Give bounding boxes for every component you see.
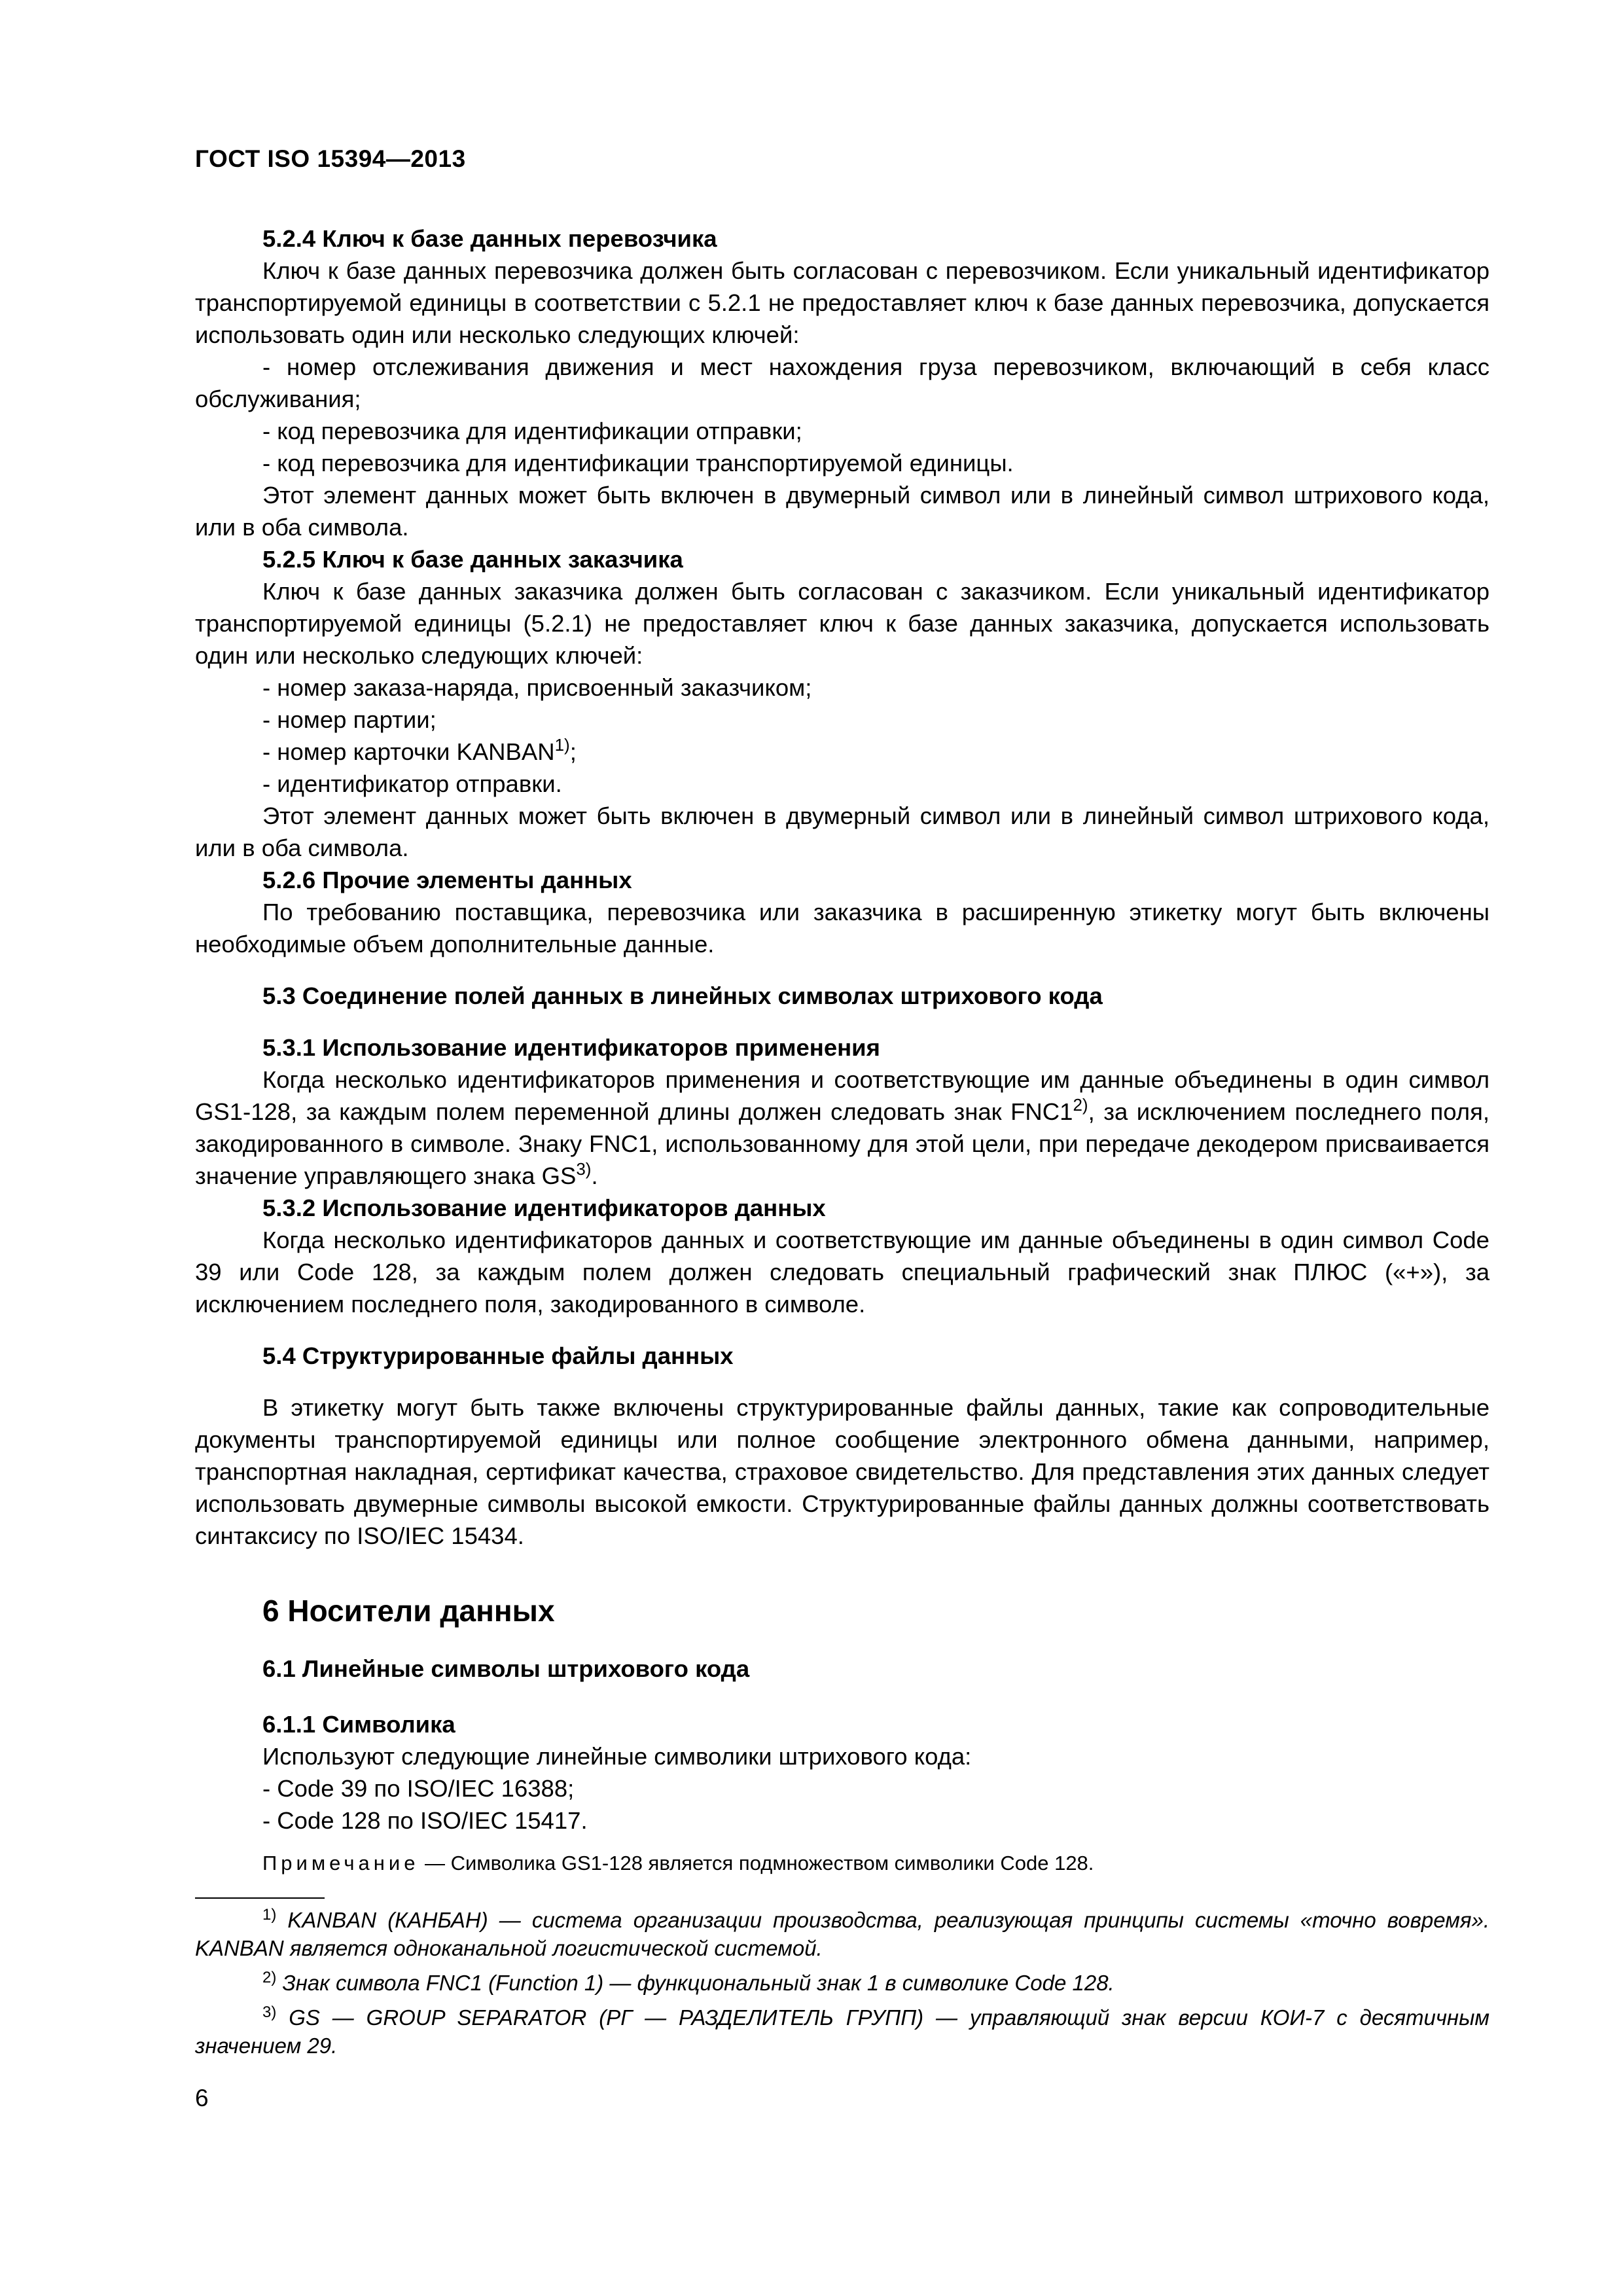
list-item: - номер партии; xyxy=(262,706,437,733)
list-item: - номер заказа-наряда, присвоенный заказчиком; xyxy=(262,674,812,701)
footnote xyxy=(195,1969,1489,1997)
document-body xyxy=(195,223,1489,1879)
note-text: — Символика GS1-128 является подмножеством символики Code 128. xyxy=(419,1852,1094,1874)
paragraph-5-2-5-outro: Этот элемент данных может быть включен в двумерный символ или в линейный символ штрихового кода, или в оба символа. xyxy=(195,802,1489,861)
list-item xyxy=(195,736,1489,768)
heading-5-3-1: 5.3.1 Использование идентификаторов применения xyxy=(262,1034,880,1061)
paragraph-6-1-1-intro: Используют следующие линейные символики штрихового кода: xyxy=(262,1743,972,1770)
note xyxy=(195,1847,1489,1879)
footnotes xyxy=(195,1906,1489,2066)
footnote-ref: 1) xyxy=(554,735,570,755)
footnote-ref: 3) xyxy=(576,1159,592,1179)
list-item: - идентификатор отправки. xyxy=(262,770,562,797)
list-item: - код перевозчика для идентификации транспортируемой единицы. xyxy=(262,450,1014,476)
footnote-text: KANBAN (КАНБАН) — система организации производства, реализующая принципы системы «точно вовремя». KANBAN является одноканальной логистической системой. xyxy=(195,1908,1489,1960)
paragraph-5-2-6: По требованию поставщика, перевозчика или заказчика в расширенную этикетку могут быть включены необходимые объем дополнительные данные. xyxy=(195,899,1489,958)
list-item-end: ; xyxy=(569,738,577,765)
list-item: - номер отслеживания движения и мест нахождения груза перевозчиком, включающий в себя класс обслуживания; xyxy=(195,353,1489,412)
list-item: - Code 128 по ISO/IEC 15417. xyxy=(262,1807,588,1834)
paragraph-5-2-4-intro: Ключ к базе данных перевозчика должен быть согласован с перевозчиком. Если уникальный идентификатор транспортируемой единицы в соответствии с 5.2.1 не предоставляет ключ к базе данных перевозчика, допускается использовать один или несколько следующих ключей: xyxy=(195,257,1489,348)
heading-6-1-1: 6.1.1 Символика xyxy=(262,1711,455,1738)
footnote-number: 1) xyxy=(262,1906,277,1924)
paragraph-5-4: В этикетку могут быть также включены структурированные файлы данных, такие как сопроводительные документы транспортируемой единицы или полное сообщение электронного обмена данными, например, транспортная накладная, сертификат качества, страховое свидетельство. Для представления этих данных следует использовать двумерные символы высокой емкости. Структурированные файлы данных должны соответствовать синтаксису по ISO/IEC 15434. xyxy=(195,1394,1489,1549)
heading-5-2-6: 5.2.6 Прочие элементы данных xyxy=(262,867,632,893)
heading-5-3: 5.3 Соединение полей данных в линейных символах штрихового кода xyxy=(262,982,1103,1009)
list-item-text: - номер карточки KANBAN xyxy=(262,738,555,765)
footnote-text: Знак символа FNC1 (Function 1) — функциональный знак 1 в символике Code 128. xyxy=(276,1971,1115,1995)
paragraph-text: , за исключением последнего поля, закодированного в символе. Знаку FNC1, использованному для этой цели, при передаче декодером присваивается значение управляющего знака GS xyxy=(195,1098,1489,1189)
paragraph-5-2-5-intro: Ключ к базе данных заказчика должен быть согласован с заказчиком. Если уникальный идентификатор транспортируемой единицы (5.2.1) не предоставляет ключ к базе данных заказчика, допускается использовать один или несколько следующих ключей: xyxy=(195,578,1489,669)
footnote xyxy=(195,1906,1489,1962)
note-label: Примечание xyxy=(262,1852,419,1874)
list-item: - Code 39 по ISO/IEC 16388; xyxy=(262,1775,575,1802)
paragraph-5-3-2: Когда несколько идентификаторов данных и соответствующие им данные объединены в один символ Code 39 или Code 128, за каждым полем должен следовать специальный графический знак ПЛЮС («+»), за исключением последнего поля, закодированного в символе. xyxy=(195,1227,1489,1318)
document-header: ГОСТ ISO 15394—2013 xyxy=(195,145,466,172)
page-number: 6 xyxy=(195,2085,209,2111)
list-item: - код перевозчика для идентификации отправки; xyxy=(262,418,802,444)
footnote-divider xyxy=(195,1897,325,1899)
footnote-number: 3) xyxy=(262,2003,277,2021)
footnote-text: GS — GROUP SEPARATOR (РГ — РАЗДЕЛИТЕЛЬ ГРУПП) — управляющий знак версии КОИ-7 с десятичным значением 29. xyxy=(195,2005,1489,2058)
heading-5-4: 5.4 Структурированные файлы данных xyxy=(262,1342,734,1369)
footnote-ref: 2) xyxy=(1073,1095,1088,1115)
footnote-number: 2) xyxy=(262,1969,277,1986)
heading-6-1: 6.1 Линейные символы штрихового кода xyxy=(262,1655,750,1682)
paragraph-text: Когда несколько идентификаторов применения и соответствующие им данные объединены в один символ GS1-128, за каждым полем переменной длины должен следовать знак FNC1 xyxy=(195,1066,1489,1125)
heading-5-2-5: 5.2.5 Ключ к базе данных заказчика xyxy=(262,546,683,573)
paragraph-5-2-4-outro: Этот элемент данных может быть включен в двумерный символ или в линейный символ штрихового кода, или в оба символа. xyxy=(195,482,1489,541)
footnote xyxy=(195,2003,1489,2060)
paragraph-text: . xyxy=(591,1162,598,1189)
heading-5-2-4: 5.2.4 Ключ к базе данных перевозчика xyxy=(262,225,717,252)
paragraph-5-3-1 xyxy=(195,1064,1489,1192)
heading-6: 6 Носители данных xyxy=(262,1594,555,1628)
heading-5-3-2: 5.3.2 Использование идентификаторов данных xyxy=(262,1194,826,1221)
